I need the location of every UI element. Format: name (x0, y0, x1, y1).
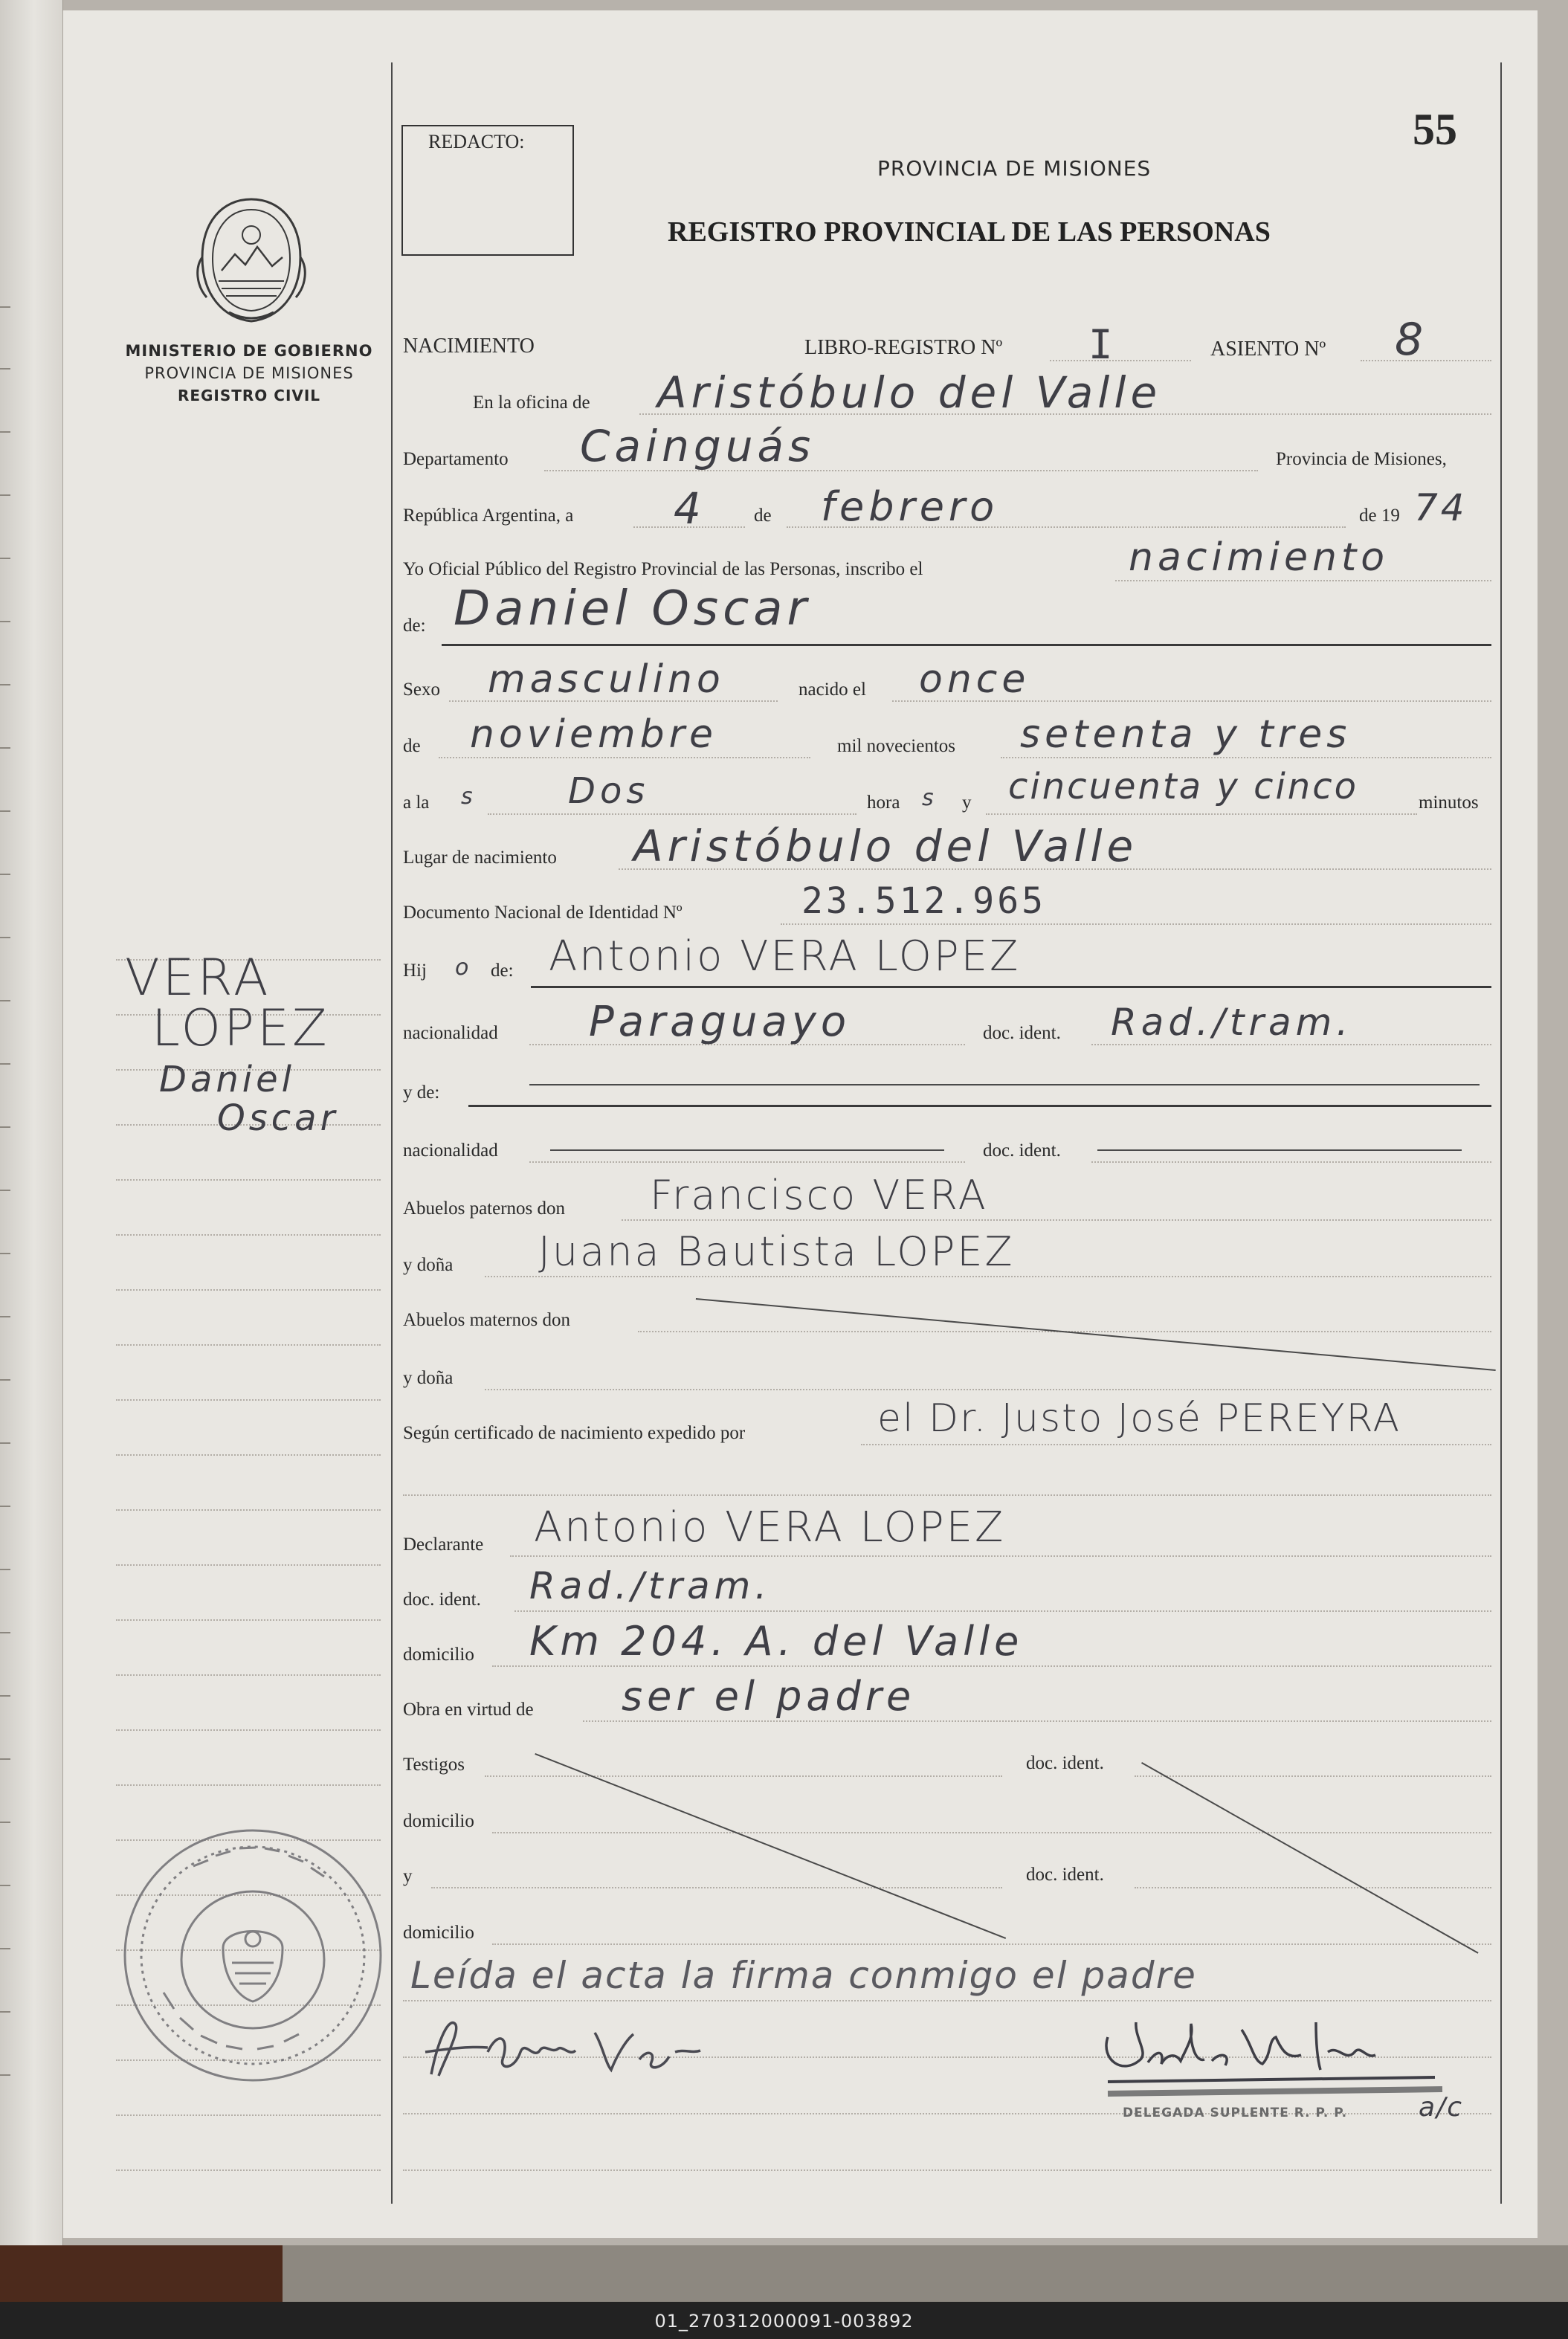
mother-strike-line (529, 1084, 1480, 1085)
spine-tick (0, 621, 10, 622)
mother-doc-strike (1097, 1149, 1462, 1151)
born-month: noviembre (470, 712, 718, 757)
of-label: de: (403, 616, 426, 636)
witness-2-domicile-line (492, 1943, 1491, 1945)
act-line (1115, 580, 1491, 581)
spine-tick (0, 810, 10, 812)
act-value: nacimiento (1129, 535, 1390, 580)
asiento-label: ASIENTO Nº (1210, 338, 1326, 361)
mother-nationality-strike (550, 1149, 944, 1151)
closing-line (403, 2000, 1491, 2001)
spine-tick (0, 747, 10, 749)
mother-label: y de: (403, 1083, 440, 1103)
margin-line (116, 1784, 381, 1786)
virtue-value: ser el padre (622, 1673, 916, 1720)
spine-tick (0, 431, 10, 433)
maternal-y-dona-label: y doña (403, 1368, 454, 1388)
paternal-grandfather-line (622, 1219, 1491, 1221)
delegate-stamp: DELEGADA SUPLENTE R. P. P. (1123, 2106, 1348, 2120)
margin-line (116, 1399, 381, 1401)
mother-name-underline (468, 1105, 1491, 1107)
declarant-doc-value: Rad./tram. (529, 1564, 772, 1607)
republic-label: República Argentina, a (403, 506, 574, 526)
father-nationality: Paraguayo (589, 998, 851, 1046)
official-text: Yo Oficial Público del Registro Provincial de las Personas, inscribo el (403, 559, 923, 579)
certificate-line-2 (403, 1494, 1491, 1496)
closing-text: Leída el acta la firma conmigo el padre (410, 1954, 1197, 1997)
child-name-underline (442, 644, 1491, 646)
margin-line (116, 1619, 381, 1621)
minutes-label: minutos (1419, 793, 1479, 813)
witness-2-doc-label: doc. ident. (1026, 1865, 1104, 1885)
minutes-line (986, 813, 1417, 815)
province-name: PROVINCIA DE MISIONES (144, 364, 354, 382)
virtue-line (583, 1720, 1491, 1722)
born-day: once (919, 657, 1030, 702)
father-name-underline (531, 986, 1491, 988)
witness-2-doc-line (1135, 1887, 1491, 1888)
paternal-grandfather: Francisco VERA (650, 1172, 988, 1219)
spine-tick (0, 368, 10, 370)
birthplace-label: Lugar de nacimiento (403, 848, 557, 868)
spine-tick (0, 1316, 10, 1317)
margin-line (116, 1234, 381, 1236)
domicile-line (492, 1665, 1491, 1667)
redacto-label: REDACTO: (428, 131, 525, 152)
minutes-value: cincuenta y cinco (1008, 766, 1358, 807)
witness-2-label: y (403, 1866, 413, 1886)
spine-tick (0, 684, 10, 685)
mother-nationality-line (529, 1161, 965, 1163)
spine-tick (0, 1948, 10, 1949)
spine-tick (0, 2011, 10, 2013)
paternal-y-dona-label: y doña (403, 1255, 454, 1275)
form-right-border (1500, 62, 1502, 2204)
child-name: Daniel Oscar (454, 581, 811, 636)
declarant-line (510, 1555, 1491, 1557)
spine-tick (0, 1822, 10, 1823)
child-of-label: Hij (403, 961, 427, 981)
hour-line (488, 813, 856, 815)
spine-tick (0, 1379, 10, 1381)
margin-line (116, 2169, 381, 2171)
province-title: PROVINCIA DE MISIONES (877, 156, 1152, 181)
spine-tick (0, 1000, 10, 1001)
office-value: Aristóbulo del Valle (657, 367, 1162, 418)
spine-tick (0, 306, 10, 308)
birthplace-value: Aristóbulo del Valle (633, 821, 1138, 871)
libro-label: LIBRO-REGISTRO Nº (804, 336, 1003, 359)
spine-tick (0, 1758, 10, 1760)
sex-value: masculino (488, 657, 725, 702)
certificate-line (861, 1444, 1491, 1445)
at-label: a la (403, 793, 430, 813)
born-label: nacido el (798, 680, 866, 700)
father-doc: Rad./tram. (1111, 1001, 1353, 1044)
born-year-line (1001, 757, 1491, 758)
signature-line-3 (403, 2169, 1491, 2171)
thousand-label: mil novecientos (837, 736, 955, 756)
witness-2-domicile-label: domicilio (403, 1923, 474, 1943)
image-caption: 01_270312000091-003892 (654, 2311, 914, 2332)
certificate-value: el Dr. Justo José PEREYRA (877, 1396, 1401, 1441)
domicile-value: Km 204. A. del Valle (529, 1618, 1024, 1665)
libro-line (1050, 360, 1191, 361)
department-label: Departamento (403, 449, 509, 469)
born-year: setenta y tres (1020, 712, 1352, 757)
paternal-grandparents-label: Abuelos paternos don (403, 1198, 566, 1219)
child-of-suffix: o (455, 955, 474, 981)
margin-line (116, 1674, 381, 1676)
dni-line (781, 923, 1491, 925)
act-type-label: NACIMIENTO (403, 335, 535, 358)
mother-doc-line (1091, 1161, 1491, 1163)
witness-1-doc-line (1135, 1775, 1491, 1777)
spine-tick (0, 1063, 10, 1065)
year-value: 74 (1414, 486, 1468, 529)
at-suffix: s (461, 784, 477, 810)
delegate-note: a/c (1419, 2092, 1463, 2123)
father-nationality-label: nacionalidad (403, 1023, 498, 1043)
hours-suffix: s (922, 785, 938, 811)
margin-surname-1: VERA (125, 949, 271, 1007)
margin-line (116, 1729, 381, 1731)
civil-registry-name: REGISTRO CIVIL (177, 387, 321, 404)
paternal-grandmother-line (485, 1276, 1491, 1277)
witness-1-domicile-line (492, 1832, 1491, 1833)
margin-given-name-2: Oscar (217, 1097, 339, 1139)
office-label: En la oficina de (473, 393, 590, 413)
witnesses-label: Testigos (403, 1755, 465, 1775)
sex-label: Sexo (403, 680, 440, 700)
dni-label: Documento Nacional de Identidad Nº (403, 903, 683, 923)
declarant-signature (416, 2007, 773, 2089)
witness-1-domicile-label: domicilio (403, 1811, 474, 1831)
margin-given-name-1: Daniel (159, 1059, 295, 1100)
spine-tick (0, 937, 10, 938)
declarant-label: Declarante (403, 1535, 484, 1555)
declarant-doc-label: doc. ident. (403, 1590, 481, 1610)
margin-line (116, 1179, 381, 1181)
witness-1-doc-label: doc. ident. (1026, 1753, 1104, 1773)
certificate-label: Según certificado de nacimiento expedido por (403, 1423, 746, 1443)
margin-line (116, 2114, 381, 2116)
father-doc-line (1091, 1044, 1491, 1045)
margin-line (116, 1454, 381, 1456)
born-month-line (439, 757, 810, 758)
maternal-grandparents-label: Abuelos maternos don (403, 1310, 570, 1330)
father-doc-label: doc. ident. (983, 1023, 1061, 1043)
spine-tick (0, 1569, 10, 1570)
spine-tick (0, 1506, 10, 1507)
month-value: febrero (821, 483, 999, 530)
spine-tick (0, 494, 10, 496)
spine-tick (0, 2074, 10, 2076)
mother-nationality-label: nacionalidad (403, 1141, 498, 1161)
spine-tick (0, 1126, 10, 1128)
ministry-header (119, 342, 379, 404)
spine-tick (0, 874, 10, 875)
department-value: Cainguás (580, 421, 816, 471)
father-name: Antonio VERA LOPEZ (549, 932, 1021, 981)
spine-tick (0, 1632, 10, 1633)
spine-tick (0, 558, 10, 559)
registry-seal-stamp-icon (112, 1814, 394, 2097)
day-value: 4 (674, 483, 706, 534)
spine-tick (0, 1885, 10, 1886)
de-label: de (754, 506, 772, 526)
hours-label: hora (867, 793, 900, 813)
province-suffix: Provincia de Misiones, (1276, 449, 1447, 469)
libro-value: I (1088, 321, 1116, 368)
spine-tick (0, 1253, 10, 1254)
witness-2-line (431, 1887, 1002, 1888)
virtue-label: Obra en virtud de (403, 1700, 534, 1720)
book-spine (0, 0, 63, 2245)
page-number: 55 (1413, 105, 1457, 154)
province-crest-icon (192, 193, 311, 327)
margin-line (116, 1564, 381, 1566)
spine-tick (0, 1190, 10, 1191)
paternal-grandmother: Juana Bautista LOPEZ (538, 1228, 1015, 1275)
margin-surname-2: LOPEZ (152, 999, 330, 1058)
de2-label: de (403, 736, 421, 756)
year-label: de 19 (1359, 506, 1400, 526)
declarant-value: Antonio VERA LOPEZ (534, 1503, 1006, 1552)
ministry-name: MINISTERIO DE GOBIERNO (125, 342, 373, 360)
declarant-doc-line (514, 1610, 1491, 1612)
spine-tick (0, 1442, 10, 1444)
registry-title: REGISTRO PROVINCIAL DE LAS PERSONAS (668, 216, 1271, 248)
spine-tick (0, 1695, 10, 1697)
margin-line (116, 1509, 381, 1511)
dni-value: 23.512.965 (801, 880, 1046, 922)
witness-1-line (485, 1775, 1002, 1777)
asiento-value: 8 (1395, 314, 1428, 366)
child-of-de: de: (491, 961, 514, 981)
domicile-label: domicilio (403, 1645, 474, 1665)
margin-line (116, 1344, 381, 1346)
y-label: y (962, 793, 972, 813)
hour-value: Dos (568, 770, 650, 812)
margin-line (116, 1289, 381, 1291)
mother-doc-label: doc. ident. (983, 1141, 1061, 1161)
maternal-grandmother-line (485, 1389, 1491, 1390)
